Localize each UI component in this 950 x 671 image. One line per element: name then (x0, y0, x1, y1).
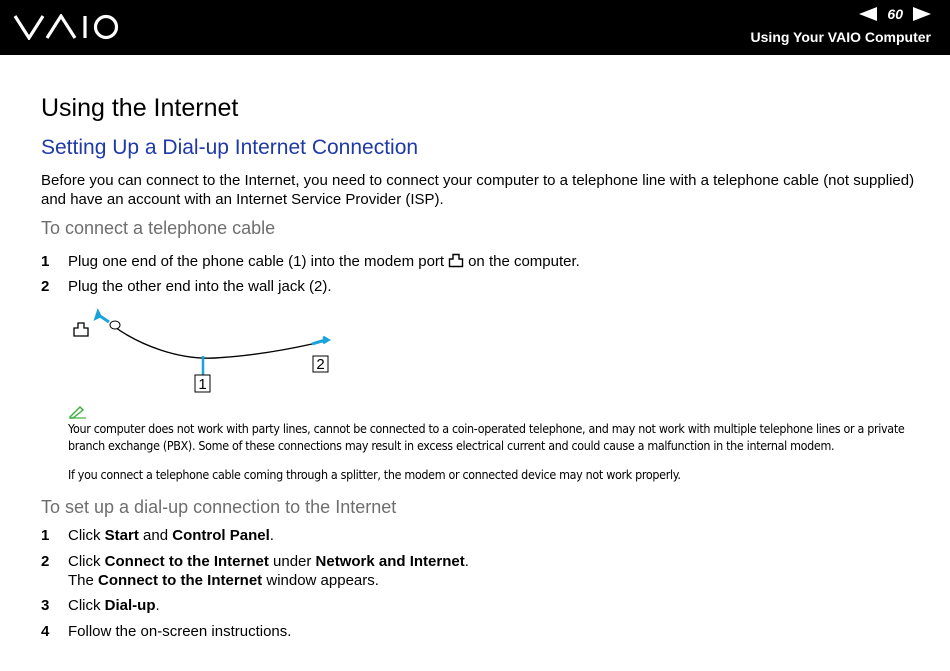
cable-plug (110, 321, 120, 329)
ui-term-start: Start (104, 527, 139, 544)
diagram-label-2 (313, 356, 328, 373)
previous-page-icon[interactable] (859, 7, 877, 21)
step-text: Plug the other end into the wall jack (2). (68, 278, 332, 295)
page-header (0, 0, 950, 55)
dialup-section-heading: To set up a dial-up connection to the Internet (41, 497, 397, 517)
ui-term-network-and-internet: Network and Internet (315, 553, 465, 570)
step-number: 3 (41, 597, 50, 614)
step-text: Click (68, 597, 105, 614)
step-text: and (138, 527, 173, 544)
step-text: Click (68, 527, 105, 544)
modem-port-icon (74, 323, 88, 336)
page-navigation (859, 6, 931, 22)
ui-term-connect-to-internet: Connect to the Internet (98, 572, 263, 589)
next-page-icon[interactable] (913, 7, 931, 21)
step-text: . (269, 527, 274, 544)
step-text: . (155, 597, 160, 614)
step-text: under (268, 553, 316, 570)
step-text: . (464, 553, 469, 570)
ui-term-connect-to-internet: Connect to the Internet (104, 553, 269, 570)
step-text: Follow the on-screen instructions. (68, 623, 292, 640)
svg-text:2: 2 (316, 356, 325, 373)
cable-diagram (30, 308, 350, 398)
cable-section-heading: To connect a telephone cable (41, 218, 276, 238)
wall-jack-arrow-icon (312, 337, 328, 344)
step-number: 4 (41, 623, 50, 640)
step-text: window appears. (262, 572, 379, 589)
telephone-cable (112, 325, 312, 358)
page-title: Using the Internet (41, 94, 239, 122)
step-text-end: on the computer. (468, 253, 580, 270)
ui-term-dial-up: Dial-up (104, 597, 156, 614)
note-pencil-icon (68, 405, 88, 419)
step-number: 2 (41, 278, 50, 295)
page-number: 60 (887, 6, 903, 22)
ui-term-control-panel: Control Panel (172, 527, 270, 544)
step-number: 1 (41, 253, 50, 270)
step-text: The (68, 572, 99, 589)
diagram-label-1 (195, 375, 210, 393)
section-title: Using Your VAIO Computer (750, 29, 931, 45)
insert-arrow-icon (96, 312, 109, 322)
modem-port-icon (448, 253, 464, 268)
step-text: Plug one end of the phone cable (1) into the modem port (68, 253, 445, 270)
vaio-logo (13, 14, 119, 40)
step-text: Click (68, 553, 105, 570)
step-number: 1 (41, 527, 50, 544)
svg-text:1: 1 (198, 376, 207, 393)
intro-paragraph: Before you can connect to the Internet, you need to connect your computer to a telephone line with a telephone cable (not supplied) and have an account with an Internet Service Provider (ISP). (41, 172, 915, 208)
note-paragraph: If you connect a telephone cable coming through a splitter, the modem or connected device may not work properly. (68, 468, 681, 482)
note-paragraph: Your computer does not work with party lines, cannot be connected to a coin-operated telephone, and may not work with multiple telephone lines or a private branch exchange (PBX). Some of these connections may result in excess electrical current and could cause a malfunction in the internal modem. (68, 422, 905, 453)
page-subtitle: Setting Up a Dial-up Internet Connection (41, 136, 419, 159)
step-number: 2 (41, 553, 50, 570)
